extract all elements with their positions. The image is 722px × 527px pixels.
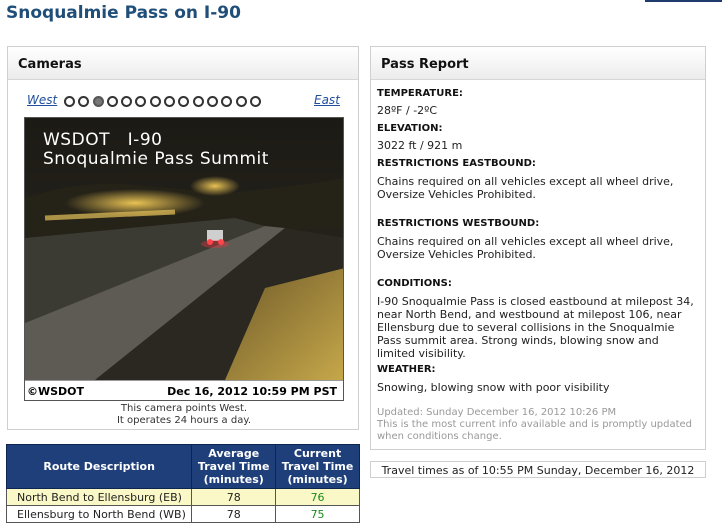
camera-dot[interactable] [121,96,132,107]
camera-dot[interactable] [164,96,175,107]
camera-caption-direction: This camera points West. [120,403,248,414]
average-time: 78 [192,506,276,523]
camera-dot[interactable] [193,96,204,107]
restrictions-eastbound-value: Chains required on all vehicles except all wheel drive, Oversize Vehicles Prohibited. [377,175,674,201]
route-travel-table [6,444,360,523]
restrictions-eastbound-label: RESTRICTIONS EASTBOUND: [377,158,536,169]
conditions-label: CONDITIONS: [377,278,452,289]
camera-navigation [26,93,344,109]
camera-dot[interactable] [150,96,161,107]
table-row [7,506,360,523]
average-time-header [192,445,276,489]
elevation-label: ELEVATION: [377,123,443,134]
camera-dot[interactable] [236,96,247,107]
elevation-value: 3022 ft / 921 m [377,139,463,152]
east-link[interactable]: East [314,93,340,107]
pass-report-header: Pass Report [371,47,705,80]
camera-dot[interactable] [64,96,75,107]
west-link[interactable]: West [27,93,58,107]
camera-timestamp: Dec 16, 2012 10:59 PM PST [167,385,337,398]
page-title: Snoqualmie Pass on I-90 [6,3,241,23]
camera-overlay-location: Snoqualmie Pass Summit [43,149,269,169]
temperature-value: 28ºF / -2ºC [377,104,438,117]
current-time-header [276,445,360,489]
restrictions-westbound-value: Chains required on all vehicles except all wheel drive, Oversize Vehicles Prohibited. [377,235,674,261]
route-description: Ellensburg to North Bend (WB) [7,506,192,523]
weather-value: Snowing, blowing snow with poor visibility [377,381,610,394]
current-header-line2: Travel Time [281,460,354,473]
camera-dot[interactable] [250,96,261,107]
camera-copyright: ©WSDOT [27,385,85,398]
updated-timestamp: Updated: Sunday December 16, 2012 10:26 PM [377,407,617,418]
cameras-header: Cameras [8,47,358,80]
camera-caption-hours: It operates 24 hours a day. [116,415,252,426]
cameras-panel [7,46,359,430]
route-description: North Bend to Ellensburg (EB) [7,489,192,506]
restrictions-westbound-label: RESTRICTIONS WESTBOUND: [377,218,540,229]
camera-dot[interactable] [207,96,218,107]
top-rule [645,0,722,2]
camera-caption [24,403,344,427]
camera-dot[interactable] [178,96,189,107]
average-time: 78 [192,489,276,506]
camera-image [24,117,344,401]
average-header-line3: (minutes) [203,473,264,486]
current-header-line1: Current [293,447,342,460]
camera-footer [25,380,343,401]
current-time: 76 [276,489,360,506]
temperature-label: TEMPERATURE: [377,88,463,99]
table-row [7,489,360,506]
camera-dots [64,96,261,107]
camera-dot[interactable] [221,96,232,107]
camera-dot[interactable] [135,96,146,107]
current-time: 75 [276,506,360,523]
route-description-header: Route Description [7,445,192,489]
average-header-line2: Travel Time [197,460,270,473]
camera-dot[interactable] [78,96,89,107]
travel-times-banner: Travel times as of 10:55 PM Sunday, December 16, 2012 [370,461,706,478]
updated-note: This is the most current info available and is promptly updated when conditions change. [377,419,693,442]
conditions-value: I-90 Snoqualmie Pass is closed eastbound at milepost 34, near North Bend, and westbound at milepost 106, near Ellensburg due to several collisions in the Snoqualmie Pass summit area. Strong winds, blowing snow and limited visibility. [377,295,694,360]
pass-report-panel [370,46,706,450]
camera-overlay-title: WSDOT I-90 [43,130,163,150]
camera-dot-active[interactable] [93,96,104,107]
camera-dot[interactable] [107,96,118,107]
current-header-line3: (minutes) [287,473,348,486]
weather-label: WEATHER: [377,364,436,375]
average-header-line1: Average [208,447,260,460]
